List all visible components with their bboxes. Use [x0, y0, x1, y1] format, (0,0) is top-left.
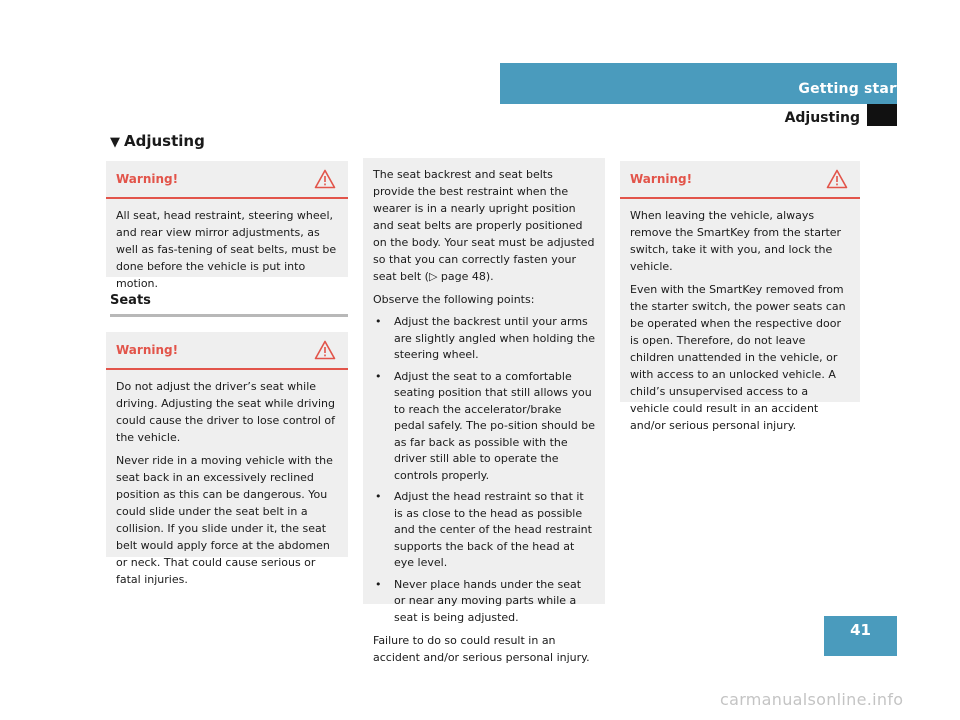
list-item-text: Adjust the seat to a comfortable seating position that still allows you to reach the accelerator/brake pedal safely. The po-sition should be as far back as possible with the driver still able to operate the controls properly.	[394, 369, 596, 482]
warning-paragraph: All seat, head restraint, steering wheel, and rear view mirror adjustments, as well as fas-tening of seat belts, must be done before the vehicle is put into motion.	[116, 209, 337, 290]
warning-triangle-icon	[826, 169, 848, 189]
warning-body	[620, 199, 860, 450]
list-item-text: Adjust the backrest until your arms are slightly angled when holding the steering wheel.	[394, 315, 595, 361]
closing-paragraph: Failure to do so could result in an accident and/or serious personal injury.	[373, 634, 590, 664]
warning-header	[106, 332, 348, 370]
list-item-text: Adjust the head restraint so that it is as close to the head as possible and the center of the head restraint supports the back of the head at eye level.	[394, 490, 592, 569]
intro-paragraph: The seat backrest and seat belts provide the best restraint when the wearer is in a nearly upright position and seat belts are properly positioned on the body. Your seat must be adjusted so that you can correctly fasten your seat belt (▷ page 48).	[373, 168, 595, 283]
list-item	[373, 489, 595, 572]
section-marker	[867, 104, 897, 126]
page-heading	[110, 132, 205, 150]
warning-body	[106, 370, 348, 604]
warning-paragraph: When leaving the vehicle, always remove the SmartKey from the starter switch, take it with you, and lock the vehicle.	[630, 209, 842, 273]
warning-paragraph: Never ride in a moving vehicle with the seat back in an excessively reclined position as this can be dangerous. You could slide under the seat belt in a collision. If you slide under it, the seat belt would apply force at the abdomen or neck. That could cause serious or fatal injuries.	[116, 454, 333, 586]
page-number: 41	[824, 616, 897, 656]
warning-header	[620, 161, 860, 199]
points-list	[373, 314, 595, 626]
warning-triangle-icon	[314, 340, 336, 360]
warning-label: Warning!	[630, 172, 693, 186]
warning-triangle-icon	[314, 169, 336, 189]
info-text	[363, 158, 605, 680]
warning-body	[106, 199, 348, 308]
list-item	[373, 314, 595, 364]
warning-header	[106, 161, 348, 199]
list-item-text: Never place hands under the seat or near any moving parts while a seat is being adjusted.	[394, 577, 582, 624]
warning-box-smartkey	[620, 161, 860, 432]
list-item	[373, 577, 595, 627]
bullet-icon: •	[375, 490, 382, 503]
warning-label: Warning!	[116, 343, 179, 357]
chapter-title: Getting started	[798, 81, 923, 97]
seat-adjustment-info	[363, 158, 605, 664]
page-heading-text: Adjusting	[124, 132, 205, 150]
warning-paragraph: Even with the SmartKey removed from the starter switch, the power seats can be operated when the respective door is open. Therefore, do not leave children unattended in the vehicle, or with access to an unlocked vehicle. A child’s unsupervised access to a vehicle could result in an accident and/or serious personal injury.	[630, 283, 846, 432]
list-item	[373, 369, 595, 485]
triangle-down-icon: ▼	[110, 135, 120, 150]
observe-paragraph: Observe the following points:	[373, 293, 535, 306]
bullet-icon: •	[375, 577, 382, 591]
seats-heading: Seats	[110, 293, 348, 317]
bullet-icon: •	[375, 369, 382, 383]
warning-paragraph: Do not adjust the driver’s seat while driving. Adjusting the seat while driving could cause the driver to lose control of the vehicle.	[116, 380, 335, 444]
warning-box-seats	[106, 332, 348, 586]
warning-label: Warning!	[116, 172, 179, 186]
watermark: carmanualsonline.info	[720, 690, 904, 709]
warning-box-general	[106, 161, 348, 290]
section-title: Adjusting	[784, 110, 860, 126]
bullet-icon: •	[375, 315, 382, 328]
